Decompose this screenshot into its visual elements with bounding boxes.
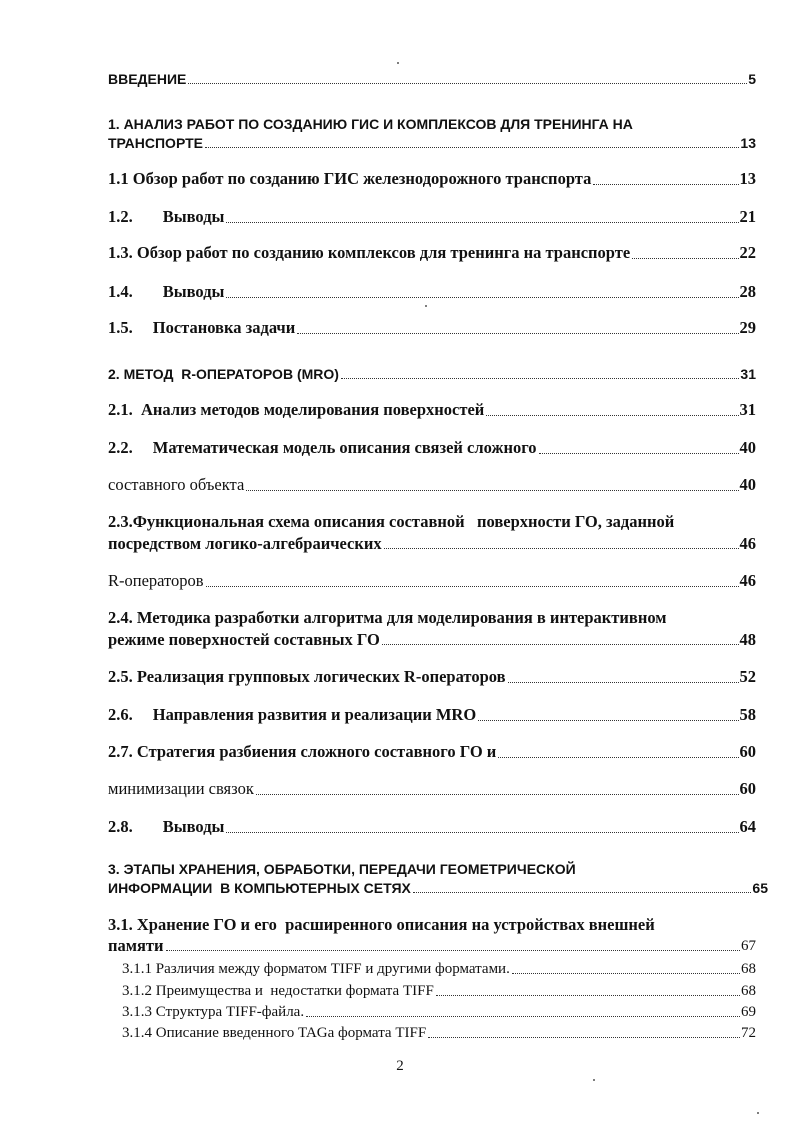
toc-entry-title: 3.1.4 Описание введенного TAGа формата TIFF (122, 1025, 427, 1041)
toc-entry-page: 31 (739, 400, 756, 419)
toc-entry-number: 2.2. (108, 438, 133, 457)
scan-speck (397, 62, 399, 64)
toc-entry-title: 3.1.1 Различия между форматом TIFF и другими форматами. (122, 961, 510, 977)
toc-entry-number: 1.4. (108, 282, 133, 301)
toc-entry-page: 29 (739, 318, 756, 337)
toc-entry-title: 3.1.3 Структура TIFF-файла. (122, 1004, 305, 1020)
page-number: 2 (396, 1058, 404, 1074)
toc-entry-2-3-continued[interactable] (108, 573, 756, 590)
toc-entry-title: 2.7. Стратегия разбиения сложного составного ГО и (108, 742, 497, 761)
dot-leader (436, 995, 740, 996)
toc-entry-chapter-1[interactable] (108, 117, 756, 150)
toc-entry-title: 2. МЕТОД R-ОПЕРАТОРОВ (MRO) (108, 366, 339, 382)
dot-leader (486, 415, 738, 416)
scan-speck (593, 1079, 595, 1081)
toc-entry-2-5[interactable] (108, 669, 756, 686)
toc-entry-page: 65 (752, 880, 768, 896)
dot-leader (166, 950, 740, 951)
dot-leader (206, 586, 739, 587)
toc-entry-page: 52 (739, 667, 756, 686)
toc-entry-title: Направления развития и реализации MRO (152, 705, 477, 724)
toc-entry-1-1[interactable] (108, 171, 756, 188)
toc-entry-title: Выводы (162, 817, 225, 836)
toc-entry-2-1[interactable] (108, 402, 756, 419)
dot-leader (226, 222, 738, 223)
toc-entry-page: 31 (740, 366, 756, 382)
toc-entry-page: 21 (739, 207, 756, 226)
dot-leader (256, 794, 739, 795)
dot-leader (246, 490, 738, 491)
toc-entry-2-2[interactable] (108, 440, 756, 457)
toc-entry-3-1-4[interactable] (122, 1026, 756, 1041)
dot-leader (384, 548, 739, 549)
dot-leader (593, 184, 738, 185)
dot-leader (512, 973, 740, 974)
toc-entry-3-1-3[interactable] (122, 1005, 756, 1020)
scan-speck (757, 1112, 759, 1114)
toc-entry-title: Выводы (162, 282, 225, 301)
toc-entry-title: ВВЕДЕНИЕ (108, 71, 187, 87)
toc-entry-title-line2: посредством логико-алгебраических (108, 533, 382, 553)
dot-leader (226, 832, 738, 833)
toc-entry-2-8[interactable] (108, 819, 756, 836)
dot-leader (478, 720, 738, 721)
toc-entry-page: 67 (741, 938, 756, 954)
dot-leader (428, 1037, 740, 1038)
toc-entry-title: 1.3. Обзор работ по созданию комплексов для тренинга на транспорте (108, 243, 631, 262)
toc-entry-2-6[interactable] (108, 707, 756, 724)
toc-entry-chapter-3[interactable] (108, 862, 768, 895)
toc-entry-page: 13 (740, 135, 756, 151)
dot-leader (382, 644, 739, 645)
dot-leader (632, 258, 738, 259)
toc-entry-page: 60 (739, 742, 756, 761)
toc-entry-page: 28 (739, 282, 756, 301)
dot-leader (205, 147, 739, 148)
toc-entry-1-2[interactable] (108, 209, 756, 226)
toc-entry-title: Математическая модель описания связей сложного (152, 438, 537, 457)
dot-leader (341, 378, 739, 379)
toc-entry-page: 68 (741, 961, 756, 977)
toc-entry-title: R-операторов (108, 571, 204, 590)
toc-entry-chapter-2[interactable] (108, 367, 756, 381)
toc-entry-introduction[interactable] (108, 72, 756, 86)
toc-entry-title-line1: 1. АНАЛИЗ РАБОТ ПО СОЗДАНИЮ ГИС И КОМПЛЕКСОВ ДЛЯ ТРЕНИНГА НА (108, 116, 633, 132)
toc-entry-2-3[interactable] (108, 514, 756, 552)
toc-entry-title-line1: 2.4. Методика разработки алгоритма для моделирования в интерактивном (108, 608, 667, 627)
dot-leader (413, 892, 752, 893)
scan-speck (425, 305, 427, 307)
toc-entry-page: 60 (739, 779, 756, 798)
toc-entry-page: 64 (739, 817, 756, 836)
toc-entry-number: 1.2. (108, 207, 133, 226)
toc-entry-title: 2.5. Реализация групповых логических R-операторов (108, 667, 506, 686)
toc-entry-title: 1.1 Обзор работ по созданию ГИС железнодорожного транспорта (108, 169, 592, 188)
toc-entry-title-line1: 3.1. Хранение ГО и его расширенного описания на устройствах внешней (108, 915, 655, 934)
toc-entry-page: 58 (739, 705, 756, 724)
toc-entry-page: 13 (739, 169, 756, 188)
toc-entry-2-4[interactable] (108, 610, 756, 648)
toc-entry-1-5[interactable] (108, 320, 756, 337)
toc-entry-page: 5 (748, 71, 756, 87)
dot-leader (188, 83, 747, 84)
toc-entry-title-line2: ИНФОРМАЦИИ В КОМПЬЮТЕРНЫХ СЕТЯХ (108, 880, 411, 896)
toc-entry-page: 72 (741, 1025, 756, 1041)
toc-entry-1-4[interactable] (108, 284, 756, 301)
toc-entry-title: составного объекта (108, 475, 245, 494)
toc-entry-page: 48 (739, 629, 756, 649)
toc-entry-page: 68 (741, 983, 756, 999)
toc-entry-title: минимизации связок (108, 779, 254, 798)
toc-entry-3-1[interactable] (108, 917, 756, 954)
toc-entry-2-7-continued[interactable] (108, 781, 756, 798)
toc-entry-title: Постановка задачи (152, 318, 296, 337)
toc-entry-page: 69 (741, 1004, 756, 1020)
toc-entry-number: 2.6. (108, 705, 133, 724)
toc-entry-3-1-1[interactable] (122, 962, 756, 977)
toc-entry-2-7[interactable] (108, 744, 756, 761)
toc-entry-page: 40 (739, 438, 756, 457)
dot-leader (297, 333, 738, 334)
dot-leader (226, 297, 738, 298)
dot-leader (306, 1016, 740, 1017)
toc-entry-title-line2: ТРАНСПОРТЕ (108, 135, 203, 151)
toc-entry-title: Выводы (162, 207, 225, 226)
dot-leader (498, 757, 738, 758)
toc-entry-title-line2: памяти (108, 935, 164, 955)
dot-leader (539, 453, 739, 454)
toc-entry-page: 22 (739, 243, 756, 262)
toc-entry-number: 2.8. (108, 817, 133, 836)
toc-entry-3-1-2[interactable] (122, 984, 756, 999)
toc-entry-page: 40 (739, 475, 756, 494)
toc-entry-title: 3.1.2 Преимущества и недостатки формата TIFF (122, 983, 434, 999)
toc-entry-1-3[interactable] (108, 245, 756, 262)
dot-leader (508, 682, 739, 683)
toc-entry-page: 46 (739, 533, 756, 553)
toc-entry-2-2-continued[interactable] (108, 477, 756, 494)
toc-entry-number: 1.5. (108, 318, 133, 337)
toc-entry-title-line2: режиме поверхностей составных ГО (108, 629, 380, 649)
toc-entry-title-line1: 3. ЭТАПЫ ХРАНЕНИЯ, ОБРАБОТКИ, ПЕРЕДАЧИ ГЕОМЕТРИЧЕСКОЙ (108, 861, 576, 877)
toc-entry-title: 2.1. Анализ методов моделирования поверхностей (108, 400, 485, 419)
toc-entry-page: 46 (739, 571, 756, 590)
toc-entry-title-line1: 2.3.Функциональная схема описания составной поверхности ГО, заданной (108, 512, 675, 531)
